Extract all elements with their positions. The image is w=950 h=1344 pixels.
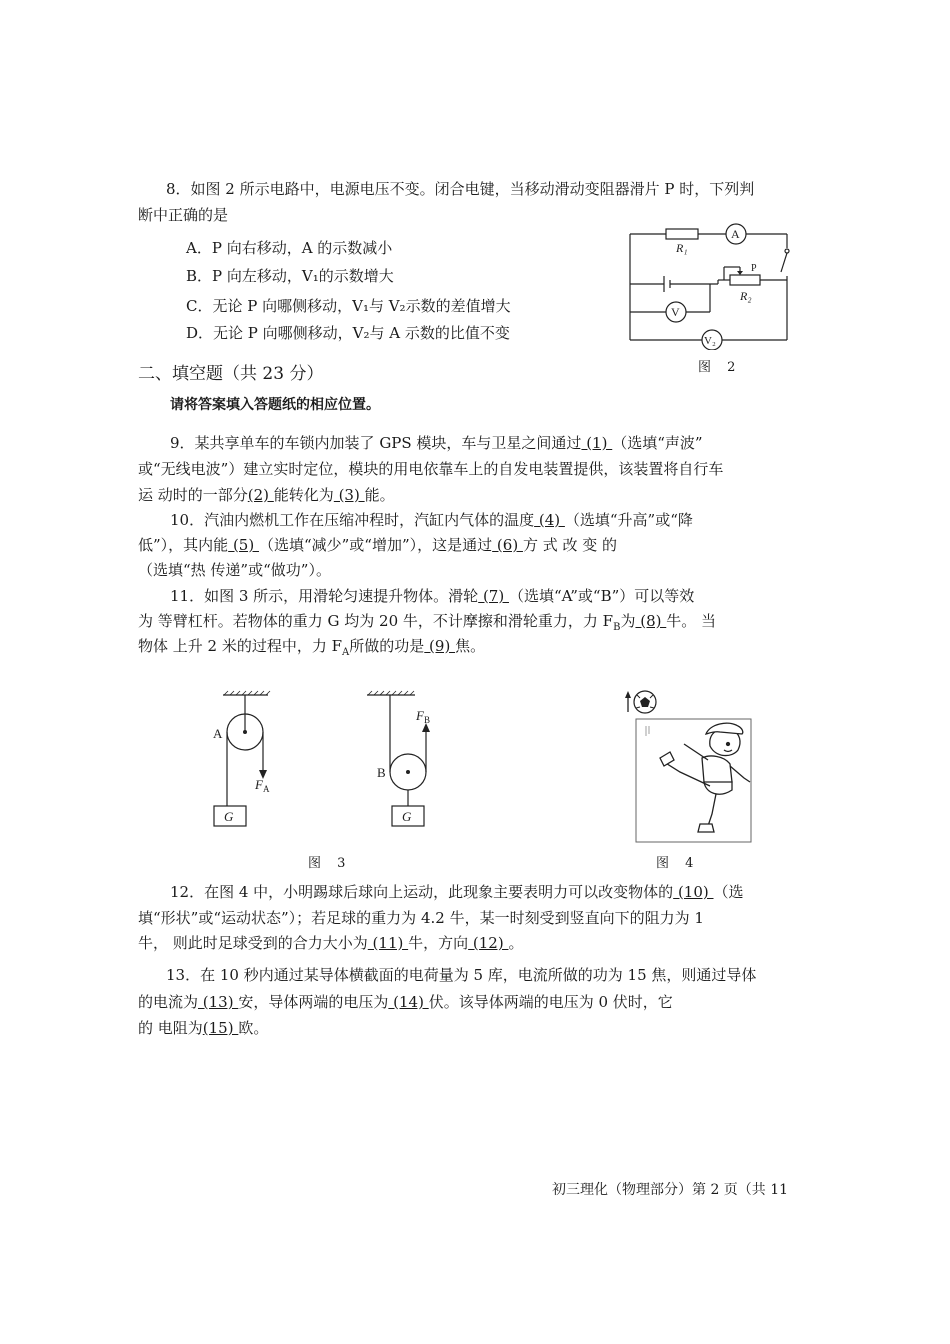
q11-line1: 11．如图 3 所示，用滑轮匀速提升物体。滑轮 (7) （选填“A”或“B”）可以等效 <box>170 587 695 605</box>
label-force-a-sub: A <box>263 784 270 794</box>
label-r2: R₂ <box>740 289 752 303</box>
q11-line3: 物体 上升 2 米的过程中，力 $F_A$所做的功是 (9) 焦。 <box>138 637 486 658</box>
boy-figure <box>660 723 750 832</box>
figure2-circuit <box>620 220 800 350</box>
q11-line2: 为 等臂杠杆。若物体的重力 G 均为 20 牛，不计摩擦和滑轮重力，力 $F_B$为 (8) 牛。 当 <box>138 612 717 633</box>
blank-8: (8) <box>635 612 667 630</box>
football-icon <box>634 691 656 713</box>
section-note: 请将答案填入答题纸的相应位置。 <box>170 397 380 413</box>
blank-4: (4) <box>534 511 565 529</box>
q10-line2: 低”），其内能 (5) （选填“减少”或“增加”），这是通过 (6) 方 式 改 变 的 <box>138 536 618 554</box>
q8-stem-line2: 断中正确的是 <box>138 206 229 224</box>
label-v2: V₂ <box>704 335 716 347</box>
blank-3: (3) <box>333 486 365 504</box>
label-pulley-b: B <box>377 765 386 780</box>
label-ammeter: A <box>731 227 740 241</box>
label-force-b-sub: B <box>424 715 431 725</box>
q12-line3: 牛， 则此时足球受到的合力大小为 (11) 牛，方向 (12) 。 <box>138 934 524 952</box>
label-slider: P <box>751 263 757 274</box>
q13-line1: 13．在 10 秒内通过某导体横截面的电荷量为 5 库，电流所做的功为 15 焦，则通过导体 <box>166 966 757 984</box>
blank-1: (1) <box>581 434 613 452</box>
label-weight-a: G <box>224 809 234 824</box>
label-pulley-a: A <box>213 726 223 741</box>
label-force-a: F <box>255 777 263 792</box>
label-weight-b: G <box>402 809 412 824</box>
blank-11: (11) <box>367 934 409 952</box>
blank-2: (2) <box>247 486 274 504</box>
blank-9: (9) <box>424 637 456 655</box>
label-force-b: F <box>416 708 424 723</box>
section-title: 二、填空题（共 23 分） <box>138 364 324 384</box>
page-footer: 初三理化（物理部分）第 2 页（共 11 <box>552 1182 789 1198</box>
resistor-r2 <box>730 275 760 285</box>
q9-line1: 9．某共享单车的车锁内加装了 GPS 模块，车与卫星之间通过 (1) （选填“声波” <box>170 434 703 452</box>
label-r1: R₁ <box>676 241 688 255</box>
q12-line1: 12．在图 4 中，小明踢球后球向上运动，此现象主要表明力可以改变物体的 (10) （选 <box>170 883 744 901</box>
q9-line3: 运 动时的一部分(2) 能转化为 (3) 能。 <box>138 486 395 504</box>
q12-line2: 填“形状”或“运动状态”）；若足球的重力为 4.2 牛，某一时刻受到竖直向下的阻力为 1 <box>138 909 704 927</box>
figure3-caption: 图 3 <box>308 856 352 871</box>
q10-line3: （选填“热 传递”或“做功”）。 <box>138 561 331 579</box>
resistor-r1 <box>666 229 698 239</box>
blank-6: (6) <box>492 536 523 554</box>
q8-option-b: B．P 向左移动，V₁的示数增大 <box>186 267 394 285</box>
q8-stem-line1: 8．如图 2 所示电路中，电源电压不变。闭合电键，当移动滑动变阻器滑片 P 时，下列判 <box>166 180 755 198</box>
blank-13: (13) <box>198 993 239 1011</box>
q10-line1: 10．汽油内燃机工作在压缩冲程时，汽缸内气体的温度 (4) （选填“升高”或“降 <box>170 511 693 529</box>
blank-12: (12) <box>468 934 509 952</box>
q8-option-c: C．无论 P 向哪侧移动，V₁与 V₂示数的差值增大 <box>186 297 511 315</box>
blank-7: (7) <box>478 587 509 605</box>
q8-option-d: D．无论 P 向哪侧移动，V₂与 A 示数的比值不变 <box>186 324 510 342</box>
blank-15: (15) <box>202 1019 239 1037</box>
blank-14: (14) <box>388 993 429 1011</box>
blank-5: (5) <box>228 536 259 554</box>
q9-line2: 或“无线电波”）建立实时定位，模块的用电依靠车上的自发电装置提供，该装置将自行车 <box>138 460 724 478</box>
blank-10: (10) <box>673 883 714 901</box>
q13-line3: 的 电阻为(15) 欧。 <box>138 1019 269 1037</box>
q8-option-a: A．P 向右移动，A 的示数减小 <box>186 239 393 257</box>
q13-line2: 的电流为 (13) 安，导体两端的电压为 (14) 伏。该导体两端的电压为 0 伏时，它 <box>138 993 673 1011</box>
figure4-caption: 图 4 <box>656 856 700 871</box>
figure4-kicking-boy <box>620 686 760 846</box>
label-v1: V <box>671 305 680 319</box>
figure3-pulleys <box>200 688 450 838</box>
figure2-caption: 图 2 <box>698 360 742 375</box>
